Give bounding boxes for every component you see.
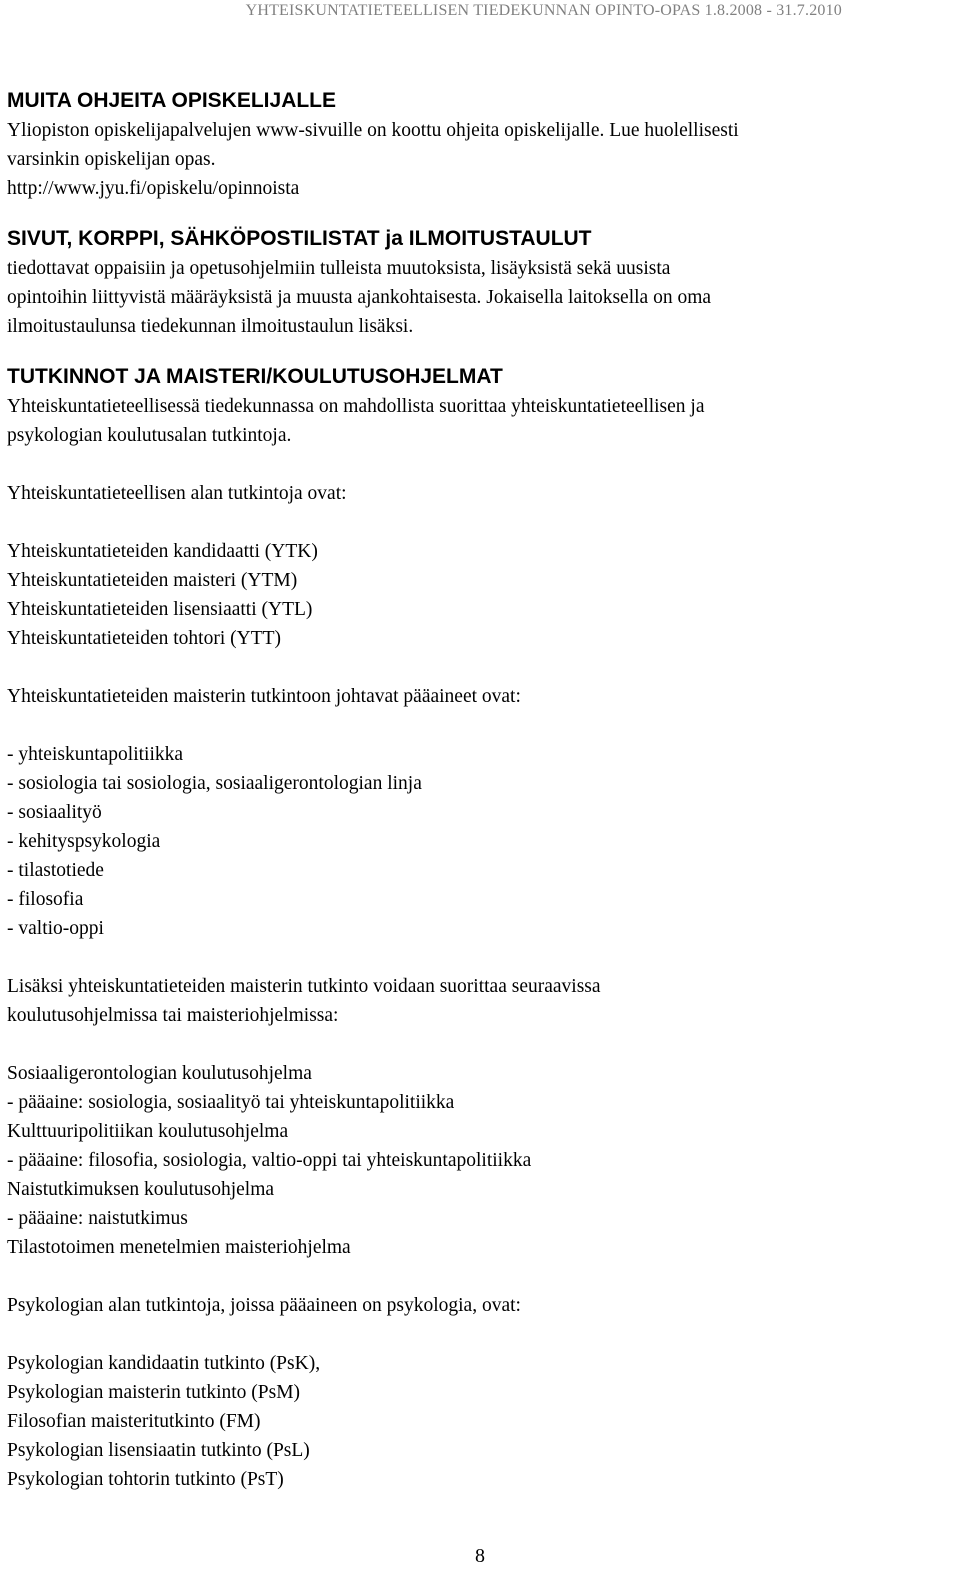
text-line: psykologian koulutusalan tutkintoja.	[7, 425, 292, 446]
text-line: ilmoitustaulunsa tiedekunnan ilmoitustaulun lisäksi.	[7, 316, 414, 337]
text-line: tiedottavat oppaisiin ja opetusohjelmiin tulleista muutoksista, lisäyksistä sekä uusista	[7, 258, 671, 279]
spacer	[7, 943, 927, 972]
list-item: Psykologian lisensiaatin tutkinto (PsL)	[7, 1440, 310, 1461]
text-line: koulutusohjelmissa tai maisteriohjelmissa:	[7, 1005, 339, 1026]
list-item: Naistutkimuksen koulutusohjelma	[7, 1179, 275, 1200]
paragraph	[7, 479, 927, 508]
list-item: - pääaine: filosofia, sosiologia, valtio-oppi tai yhteiskuntapolitiikka	[7, 1150, 532, 1171]
programme-list	[7, 1059, 927, 1262]
text-line: Lisäksi yhteiskuntatieteiden maisterin tutkinto voidaan suorittaa seuraavissa	[7, 976, 601, 997]
text-line: Yhteiskuntatieteellisessä tiedekunnassa on mahdollista suorittaa yhteiskuntatieteellisen ja	[7, 396, 705, 417]
list-item: Yhteiskuntatieteiden kandidaatti (YTK)	[7, 541, 318, 562]
list-item: - sosiologia tai sosiologia, sosiaaligerontologian linja	[7, 773, 422, 794]
list-item: - valtio-oppi	[7, 918, 104, 939]
text-line: Yliopiston opiskelijapalvelujen www-sivuille on koottu ohjeita opiskelijalle. Lue huolellisesti	[7, 120, 739, 141]
list-item: Yhteiskuntatieteiden lisensiaatti (YTL)	[7, 599, 313, 620]
list-item: - filosofia	[7, 889, 84, 910]
spacer	[7, 711, 927, 740]
paragraph	[7, 682, 927, 711]
url-text: http://www.jyu.fi/opiskelu/opinnoista	[7, 178, 300, 199]
list-item: - tilastotiede	[7, 860, 104, 881]
text-line: Yhteiskuntatieteiden maisterin tutkintoon johtavat pääaineet ovat:	[7, 686, 521, 707]
section-other-instructions	[7, 86, 927, 203]
text-line: varsinkin opiskelijan opas.	[7, 149, 216, 170]
list-item: Kulttuuripolitiikan koulutusohjelma	[7, 1121, 289, 1142]
section-heading: TUTKINNOT JA MAISTERI/KOULUTUSOHJELMAT	[7, 365, 503, 388]
list-item: Yhteiskuntatieteiden tohtori (YTT)	[7, 628, 282, 649]
section-degrees	[7, 362, 927, 1494]
text-line: Yhteiskuntatieteellisen alan tutkintoja ovat:	[7, 483, 347, 504]
list-item: - sosiaalityö	[7, 802, 102, 823]
major-list	[7, 740, 927, 943]
text-line: Psykologian alan tutkintoja, joissa pääaineen on psykologia, ovat:	[7, 1295, 521, 1316]
spacer	[7, 508, 927, 537]
spacer	[7, 1320, 927, 1349]
spacer	[7, 450, 927, 479]
list-item: - yhteiskuntapolitiikka	[7, 744, 184, 765]
spacer	[7, 341, 927, 362]
text-line: opintoihin liittyvistä määräyksistä ja muusta ajankohtaisesta. Jokaisella laitoksella on oma	[7, 287, 712, 308]
psychology-degree-list	[7, 1349, 927, 1494]
list-item: Yhteiskuntatieteiden maisteri (YTM)	[7, 570, 298, 591]
section-heading: MUITA OHJEITA OPISKELIJALLE	[7, 89, 337, 112]
degree-list	[7, 537, 927, 653]
paragraph	[7, 254, 927, 341]
section-heading: SIVUT, KORPPI, SÄHKÖPOSTILISTAT ja ILMOITUSTAULUT	[7, 227, 592, 250]
list-item: Psykologian kandidaatin tutkinto (PsK),	[7, 1353, 321, 1374]
section-notice-boards	[7, 224, 927, 341]
page-number: 8	[475, 1545, 485, 1567]
document-body	[7, 86, 927, 1494]
list-item: - kehityspsykologia	[7, 831, 161, 852]
list-item: Sosiaaligerontologian koulutusohjelma	[7, 1063, 312, 1084]
list-item: Psykologian tohtorin tutkinto (PsT)	[7, 1469, 284, 1490]
spacer	[7, 1030, 927, 1059]
list-item: - pääaine: sosiologia, sosiaalityö tai yhteiskuntapolitiikka	[7, 1092, 455, 1113]
spacer	[7, 203, 927, 224]
paragraph	[7, 972, 927, 1030]
paragraph	[7, 116, 927, 203]
list-item: Psykologian maisterin tutkinto (PsM)	[7, 1382, 301, 1403]
list-item: - pääaine: naistutkimus	[7, 1208, 188, 1229]
list-item: Tilastotoimen menetelmien maisteriohjelma	[7, 1237, 351, 1258]
spacer	[7, 653, 927, 682]
spacer	[7, 1262, 927, 1291]
list-item: Filosofian maisteritutkinto (FM)	[7, 1411, 261, 1432]
paragraph	[7, 392, 927, 450]
running-header: YHTEISKUNTATIETEELLISEN TIEDEKUNNAN OPINTO-OPAS 1.8.2008 - 31.7.2010	[245, 2, 842, 19]
paragraph	[7, 1291, 927, 1320]
